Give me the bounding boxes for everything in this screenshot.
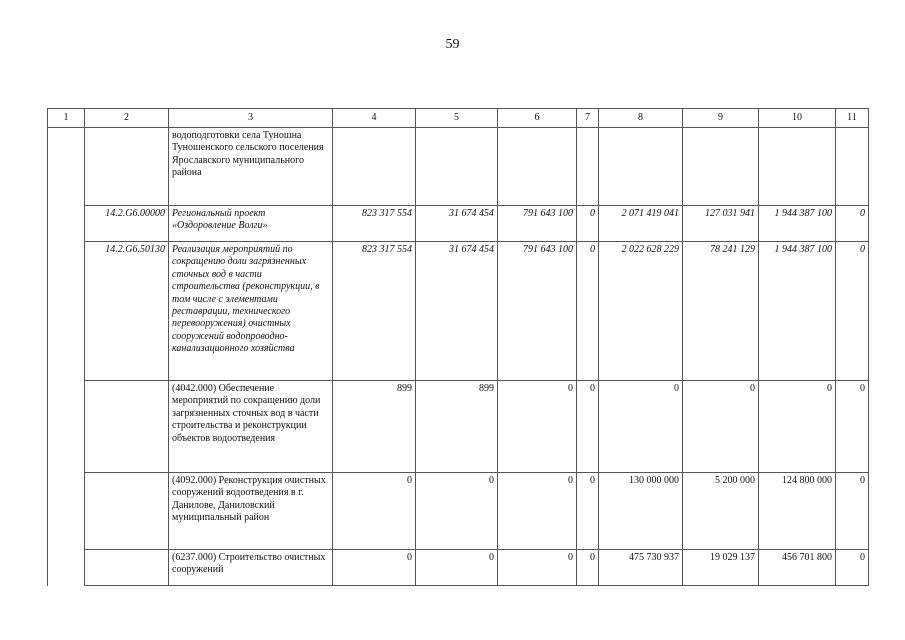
row-description: (4092.000) Реконструкция очистных сооружений водоотведения в г. Данилове, Даниловский муниципальный район: [169, 473, 333, 550]
row-value: 78 241 129: [683, 242, 759, 381]
row-value: 0: [333, 550, 416, 586]
row-value: 791 643 100: [498, 242, 577, 381]
row-value: 899: [333, 381, 416, 473]
row-value: 791 643 100: [498, 206, 577, 242]
row-value: 475 730 937: [599, 550, 683, 586]
row-value: 899: [416, 381, 498, 473]
row-value: 456 701 800: [759, 550, 836, 586]
row-value: [599, 128, 683, 206]
column-header-row: [48, 109, 869, 128]
table-cell: [48, 128, 85, 586]
page-number: 59: [445, 37, 460, 52]
table-row: [48, 206, 869, 242]
row-value: 0: [577, 473, 599, 550]
column-header: 3: [169, 109, 333, 128]
row-value: 0: [836, 473, 869, 550]
row-value: 0: [836, 242, 869, 381]
row-description: Региональный проект «Оздоровление Волги»: [169, 206, 333, 242]
row-value: [683, 128, 759, 206]
column-header: 8: [599, 109, 683, 128]
row-description: водоподготовки села Туношна Туношенского сельского поселения Ярославского муниципального района: [169, 128, 333, 206]
row-value: 0: [498, 473, 577, 550]
row-value: 0: [498, 550, 577, 586]
row-value: [759, 128, 836, 206]
row-code: 14.2.G6.50130: [85, 242, 169, 381]
row-value: [577, 128, 599, 206]
column-header: 4: [333, 109, 416, 128]
row-value: 130 000 000: [599, 473, 683, 550]
column-header: 6: [498, 109, 577, 128]
row-value: [416, 128, 498, 206]
row-value: 0: [599, 381, 683, 473]
row-value: 0: [333, 473, 416, 550]
row-value: [836, 128, 869, 206]
row-code: [85, 128, 169, 206]
row-value: 823 317 554: [333, 206, 416, 242]
row-value: 1 944 387 100: [759, 206, 836, 242]
row-value: 0: [683, 381, 759, 473]
row-value: 0: [577, 550, 599, 586]
row-description: Реализация мероприятий по сокращению доли загрязненных сточных вод в части строительства (реконструкции, в том числе с элементами реставрации, технического перевооружения) очистных сооружений водопроводно-канализационного хозяйства: [169, 242, 333, 381]
column-header: 11: [836, 109, 869, 128]
table-row: [48, 550, 869, 586]
row-value: 0: [759, 381, 836, 473]
column-header: 9: [683, 109, 759, 128]
table-row: [48, 473, 869, 550]
row-value: 31 674 454: [416, 206, 498, 242]
row-value: 19 029 137: [683, 550, 759, 586]
row-code: [85, 550, 169, 586]
row-value: 2 071 419 041: [599, 206, 683, 242]
row-value: 31 674 454: [416, 242, 498, 381]
row-value: 0: [836, 381, 869, 473]
row-value: 127 031 941: [683, 206, 759, 242]
budget-table: [47, 108, 869, 586]
row-value: 0: [577, 381, 599, 473]
row-value: 0: [836, 206, 869, 242]
row-value: 0: [416, 550, 498, 586]
row-value: 5 200 000: [683, 473, 759, 550]
row-value: 124 800 000: [759, 473, 836, 550]
row-value: [498, 128, 577, 206]
column-header: 2: [85, 109, 169, 128]
row-value: 0: [416, 473, 498, 550]
row-value: 823 317 554: [333, 242, 416, 381]
row-value: 0: [577, 206, 599, 242]
column-header: 10: [759, 109, 836, 128]
row-value: 0: [577, 242, 599, 381]
row-value: 2 022 628 229: [599, 242, 683, 381]
row-code: [85, 381, 169, 473]
row-description: (4042.000) Обеспечение мероприятий по сокращению доли загрязненных сточных вод в части строительства и реконструкции объектов водоотведения: [169, 381, 333, 473]
column-header: 1: [48, 109, 85, 128]
table-row: [48, 128, 869, 206]
row-value: 0: [498, 381, 577, 473]
column-header: 5: [416, 109, 498, 128]
row-value: [333, 128, 416, 206]
row-value: 1 944 387 100: [759, 242, 836, 381]
column-header: 7: [577, 109, 599, 128]
row-code: 14.2.G6.00000: [85, 206, 169, 242]
row-value: 0: [836, 550, 869, 586]
table-row: [48, 242, 869, 381]
row-code: [85, 473, 169, 550]
row-description: (6237.000) Строительство очистных сооружений: [169, 550, 333, 586]
table-row: [48, 381, 869, 473]
